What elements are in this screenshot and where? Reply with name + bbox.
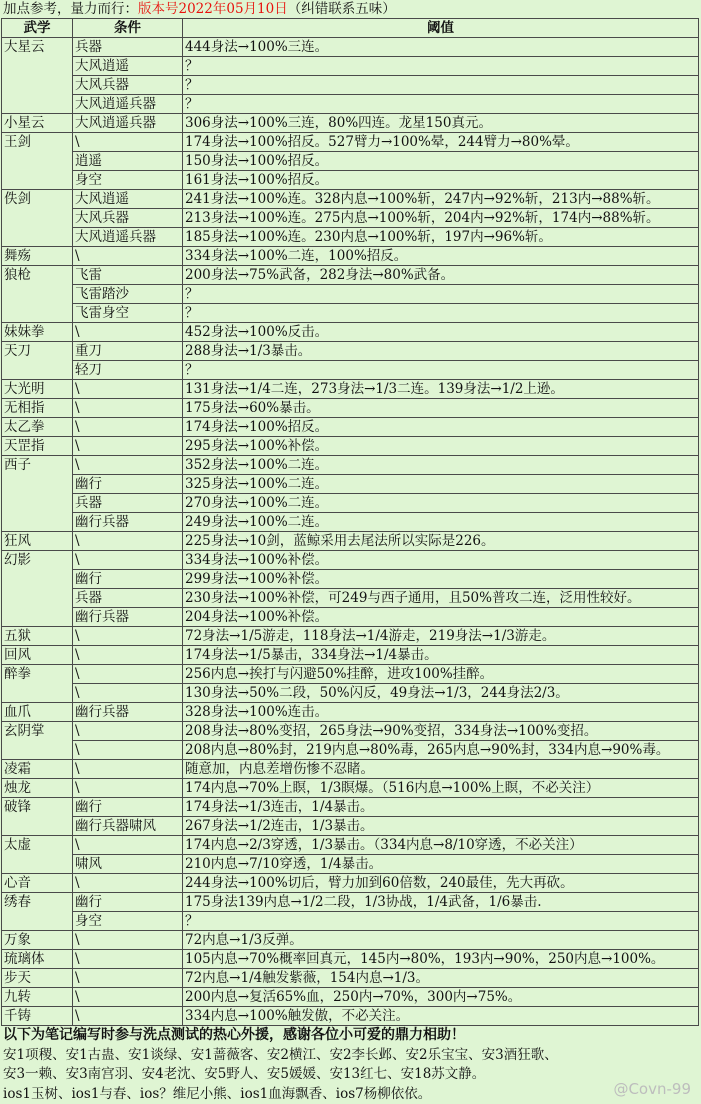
- condition-cell: \: [73, 722, 183, 741]
- condition-cell: \: [73, 399, 183, 418]
- skill-cell: 舞殇: [2, 247, 73, 266]
- skill-cell: 狂风: [2, 532, 73, 551]
- condition-cell: 重刀: [73, 342, 183, 361]
- threshold-cell: 204身法→100%补偿。: [183, 608, 699, 627]
- skill-cell: 王剑: [2, 133, 73, 190]
- threshold-cell: 230身法→100%补偿，可249与西子通用，且50%普攻二连，泛用性较好。: [183, 589, 699, 608]
- table-row: [2, 323, 699, 342]
- threshold-cell: 72内息→1/4触发紫薇，154内息→1/3。: [183, 969, 699, 988]
- credits-line: 安3一赖、安3南宫羽、安4老沈、安5野人、安5媛媛、安13红七、安18苏文静。: [3, 1066, 486, 1082]
- skill-cell: 大星云: [2, 38, 73, 114]
- threshold-cell: ？: [183, 361, 699, 380]
- threshold-cell: ？: [183, 285, 699, 304]
- table-row: [2, 494, 699, 513]
- column-header-threshold: 阈值: [183, 19, 699, 38]
- header-line: [0, 0, 701, 18]
- condition-cell: 兵器: [73, 494, 183, 513]
- threshold-cell: 334身法→100%补偿。: [183, 551, 699, 570]
- threshold-cell: 174身法→1/5暴击，334身法→1/4暴击。: [183, 646, 699, 665]
- threshold-cell: 208内息→80%封，219内息→80%毒，265内息→90%封，334内息→90%毒。: [183, 741, 699, 760]
- condition-cell: \: [73, 760, 183, 779]
- skill-cell: 五狱: [2, 627, 73, 646]
- threshold-cell: 299身法→100%补偿。: [183, 570, 699, 589]
- threshold-cell: 452身法→100%反击。: [183, 323, 699, 342]
- table-row: [2, 247, 699, 266]
- condition-cell: \: [73, 323, 183, 342]
- condition-cell: 大风逍遥兵器: [73, 228, 183, 247]
- threshold-cell: 72内息→1/3反弹。: [183, 931, 699, 950]
- threshold-cell: 130身法→50%二段，50%闪反，49身法→1/3，244身法2/3。: [183, 684, 699, 703]
- column-header-condition: 条件: [73, 19, 183, 38]
- threshold-cell: 249身法→100%二连。: [183, 513, 699, 532]
- condition-cell: \: [73, 627, 183, 646]
- threshold-cell: 328身法→100%连击。: [183, 703, 699, 722]
- table-row: [2, 703, 699, 722]
- table-row: [2, 950, 699, 969]
- skill-cell: 西子: [2, 456, 73, 532]
- table-row: [2, 190, 699, 209]
- condition-cell: \: [73, 988, 183, 1007]
- table-header-row: [2, 19, 699, 38]
- condition-cell: 幽行: [73, 798, 183, 817]
- table-row: [2, 418, 699, 437]
- table-row: [2, 266, 699, 285]
- threshold-cell: 306身法→100%三连，80%四连。龙星150真元。: [183, 114, 699, 133]
- condition-cell: 逍遥: [73, 152, 183, 171]
- skill-cell: 凌霜: [2, 760, 73, 779]
- skill-cell: 九转: [2, 988, 73, 1007]
- table-row: [2, 76, 699, 95]
- table-row: [2, 817, 699, 836]
- threshold-cell: 105内息→70%概率回真元，145内→80%，193内→90%，250内息→100%。: [183, 950, 699, 969]
- table-row: [2, 342, 699, 361]
- threshold-cell: 267身法→1/2连击，1/3暴击。: [183, 817, 699, 836]
- skill-cell: 烛龙: [2, 779, 73, 798]
- threshold-cell: ？: [183, 76, 699, 95]
- threshold-cell: 200内息→复活65%血，250内→70%，300内→75%。: [183, 988, 699, 1007]
- skill-cell: 玄阴掌: [2, 722, 73, 760]
- condition-cell: 身空: [73, 171, 183, 190]
- table-row: [2, 969, 699, 988]
- threshold-table: [1, 18, 699, 1026]
- condition-cell: 啸风: [73, 855, 183, 874]
- condition-cell: \: [73, 247, 183, 266]
- threshold-cell: 185身法→100%连。230内息→100%斩，197内→96%斩。: [183, 228, 699, 247]
- threshold-cell: ？: [183, 912, 699, 931]
- threshold-cell: 210内息→7/10穿透，1/4暴击。: [183, 855, 699, 874]
- table-row: [2, 361, 699, 380]
- threshold-cell: 325身法→100%二连。: [183, 475, 699, 494]
- table-row: [2, 855, 699, 874]
- table-row: [2, 779, 699, 798]
- condition-cell: \: [73, 969, 183, 988]
- condition-cell: \: [73, 741, 183, 760]
- threshold-cell: 175身法139内息→1/2二段，1/3协战，1/4武备，1/6暴击.: [183, 893, 699, 912]
- table-row: [2, 304, 699, 323]
- table-row: [2, 437, 699, 456]
- table-row: [2, 874, 699, 893]
- table-row: [2, 513, 699, 532]
- condition-cell: 幽行兵器: [73, 703, 183, 722]
- table-row: [2, 95, 699, 114]
- condition-cell: \: [73, 950, 183, 969]
- table-row: [2, 57, 699, 76]
- threshold-cell: 241身法→100%连。328内息→100%斩，247内→92%斩，213内→88%斩。: [183, 190, 699, 209]
- condition-cell: \: [73, 836, 183, 855]
- threshold-cell: 随意加，内息差增伤惨不忍睹。: [183, 760, 699, 779]
- table-row: [2, 912, 699, 931]
- condition-cell: 大风逍遥: [73, 57, 183, 76]
- condition-cell: \: [73, 133, 183, 152]
- threshold-cell: 256内息→挨打与闪避50%挂醉，进攻100%挂醉。: [183, 665, 699, 684]
- table-row: [2, 760, 699, 779]
- skill-cell: 天罡指: [2, 437, 73, 456]
- skill-cell: 破锋: [2, 798, 73, 836]
- threshold-cell: ？: [183, 304, 699, 323]
- table-row: [2, 798, 699, 817]
- condition-cell: 飞雷身空: [73, 304, 183, 323]
- condition-cell: \: [73, 665, 183, 684]
- credits-line: 安1项稷、安1古蛊、安1谈绿、安1蔷薇客、安2横江、安2李长邺、安2乐宝宝、安3酒狂歌、: [3, 1046, 558, 1063]
- skill-cell: 血爪: [2, 703, 73, 722]
- condition-cell: 大风逍遥: [73, 190, 183, 209]
- condition-cell: 轻刀: [73, 361, 183, 380]
- table-row: [2, 456, 699, 475]
- skill-cell: 回风: [2, 646, 73, 665]
- condition-cell: 幽行兵器: [73, 513, 183, 532]
- threshold-cell: 174身法→100%招反。527臂力→100%晕，244臂力→80%晕。: [183, 133, 699, 152]
- table-row: [2, 209, 699, 228]
- condition-cell: \: [73, 1007, 183, 1026]
- threshold-cell: 174内息→70%上瞑，1/3瞑爆。（516内息→100%上瞑，不必关注）: [183, 779, 699, 798]
- condition-cell: 大风逍遥兵器: [73, 114, 183, 133]
- threshold-cell: 174内息→2/3穿透，1/3暴击。（334内息→8/10穿透，不必关注）: [183, 836, 699, 855]
- threshold-cell: ？: [183, 95, 699, 114]
- threshold-cell: 208身法→80%变招，265身法→90%变招，334身法→100%变招。: [183, 722, 699, 741]
- watermark: @Covn-99: [613, 1080, 691, 1098]
- skill-cell: 步天: [2, 969, 73, 988]
- table-row: [2, 836, 699, 855]
- table-row: [2, 399, 699, 418]
- table-row: [2, 627, 699, 646]
- threshold-cell: 352身法→100%二连。: [183, 456, 699, 475]
- table-row: [2, 893, 699, 912]
- table-row: [2, 133, 699, 152]
- table-row: [2, 38, 699, 57]
- condition-cell: 身空: [73, 912, 183, 931]
- threshold-cell: 174身法→100%招反。: [183, 418, 699, 437]
- table-row: [2, 722, 699, 741]
- header-suffix: （纠错联系五味）: [287, 1, 396, 17]
- skill-cell: 太乙拳: [2, 418, 73, 437]
- threshold-cell: 213身法→100%连。275内息→100%斩，204内→92%斩，174内→88%斩。: [183, 209, 699, 228]
- condition-cell: 兵器: [73, 38, 183, 57]
- table-row: [2, 171, 699, 190]
- condition-cell: \: [73, 551, 183, 570]
- threshold-cell: 161身法→100%招反。: [183, 171, 699, 190]
- threshold-cell: 288身法→1/3暴击。: [183, 342, 699, 361]
- table-row: [2, 532, 699, 551]
- skill-cell: 佚剑: [2, 190, 73, 247]
- condition-cell: \: [73, 874, 183, 893]
- threshold-cell: 295身法→100%补偿。: [183, 437, 699, 456]
- condition-cell: \: [73, 646, 183, 665]
- threshold-cell: ？: [183, 57, 699, 76]
- condition-cell: 大风兵器: [73, 76, 183, 95]
- table-row: [2, 1007, 699, 1026]
- header-prefix: 加点参考，量力而行：: [3, 1, 138, 17]
- condition-cell: 兵器: [73, 589, 183, 608]
- skill-cell: 太虚: [2, 836, 73, 874]
- threshold-cell: 334内息→100%触发傲，不必关注。: [183, 1007, 699, 1026]
- table-row: [2, 228, 699, 247]
- condition-cell: \: [73, 437, 183, 456]
- table-row: [2, 665, 699, 684]
- skill-cell: 绣春: [2, 893, 73, 931]
- condition-cell: \: [73, 532, 183, 551]
- threshold-cell: 200身法→75%武备，282身法→80%武备。: [183, 266, 699, 285]
- skill-cell: 心音: [2, 874, 73, 893]
- table-row: [2, 608, 699, 627]
- condition-cell: 大风兵器: [73, 209, 183, 228]
- skill-cell: 琉璃体: [2, 950, 73, 969]
- threshold-cell: 270身法→100%二连。: [183, 494, 699, 513]
- skill-cell: 妹妹拳: [2, 323, 73, 342]
- condition-cell: \: [73, 931, 183, 950]
- threshold-cell: 131身法→1/4二连，273身法→1/3二连。139身法→1/2上逊。: [183, 380, 699, 399]
- threshold-cell: 444身法→100%三连。: [183, 38, 699, 57]
- table-row: [2, 570, 699, 589]
- table-row: [2, 475, 699, 494]
- table-row: [2, 646, 699, 665]
- condition-cell: 幽行: [73, 570, 183, 589]
- skill-cell: 狼枪: [2, 266, 73, 323]
- version-label: 版本号2022年05月10日: [138, 1, 288, 17]
- condition-cell: 幽行: [73, 475, 183, 494]
- threshold-cell: 72身法→1/5游走，118身法→1/4游走，219身法→1/3游走。: [183, 627, 699, 646]
- condition-cell: 幽行兵器: [73, 608, 183, 627]
- table-row: [2, 380, 699, 399]
- credits-line: ios1玉树、ios1与春、ios？维尼小熊、ios1血海飘香、ios7杨柳依依。: [3, 1085, 432, 1102]
- condition-cell: \: [73, 456, 183, 475]
- skill-cell: 大光明: [2, 380, 73, 399]
- table-row: [2, 684, 699, 703]
- condition-cell: \: [73, 684, 183, 703]
- condition-cell: 幽行兵器啸风: [73, 817, 183, 836]
- threshold-cell: 225身法→10剑，蓝鲸采用去尾法所以实际是226。: [183, 532, 699, 551]
- skill-cell: 小星云: [2, 114, 73, 133]
- table-row: [2, 114, 699, 133]
- condition-cell: 飞雷: [73, 266, 183, 285]
- threshold-cell: 150身法→100%招反。: [183, 152, 699, 171]
- threshold-cell: 334身法→100%二连，100%招反。: [183, 247, 699, 266]
- condition-cell: \: [73, 418, 183, 437]
- threshold-cell: 244身法→100%切后，臂力加到60倍数，240最佳，先大再砍。: [183, 874, 699, 893]
- column-header-skill: 武学: [2, 19, 73, 38]
- skill-cell: 万象: [2, 931, 73, 950]
- condition-cell: 飞雷踏沙: [73, 285, 183, 304]
- table-row: [2, 551, 699, 570]
- skill-cell: 天刀: [2, 342, 73, 380]
- condition-cell: 大风逍遥兵器: [73, 95, 183, 114]
- condition-cell: \: [73, 380, 183, 399]
- credits-heading: 以下为笔记编写时参与洗点测试的热心外援，感谢各位小可爱的鼎力相助！: [3, 1027, 465, 1043]
- table-row: [2, 741, 699, 760]
- skill-cell: 无相指: [2, 399, 73, 418]
- condition-cell: 幽行: [73, 893, 183, 912]
- table-row: [2, 285, 699, 304]
- skill-cell: 千铸: [2, 1007, 73, 1026]
- threshold-cell: 175身法→60%暴击。: [183, 399, 699, 418]
- credits: [0, 1026, 701, 1104]
- table-row: [2, 988, 699, 1007]
- table-row: [2, 589, 699, 608]
- table-row: [2, 152, 699, 171]
- table-row: [2, 931, 699, 950]
- skill-cell: 醉拳: [2, 665, 73, 703]
- condition-cell: \: [73, 779, 183, 798]
- skill-cell: 幻影: [2, 551, 73, 627]
- threshold-cell: 174身法→1/3连击，1/4暴击。: [183, 798, 699, 817]
